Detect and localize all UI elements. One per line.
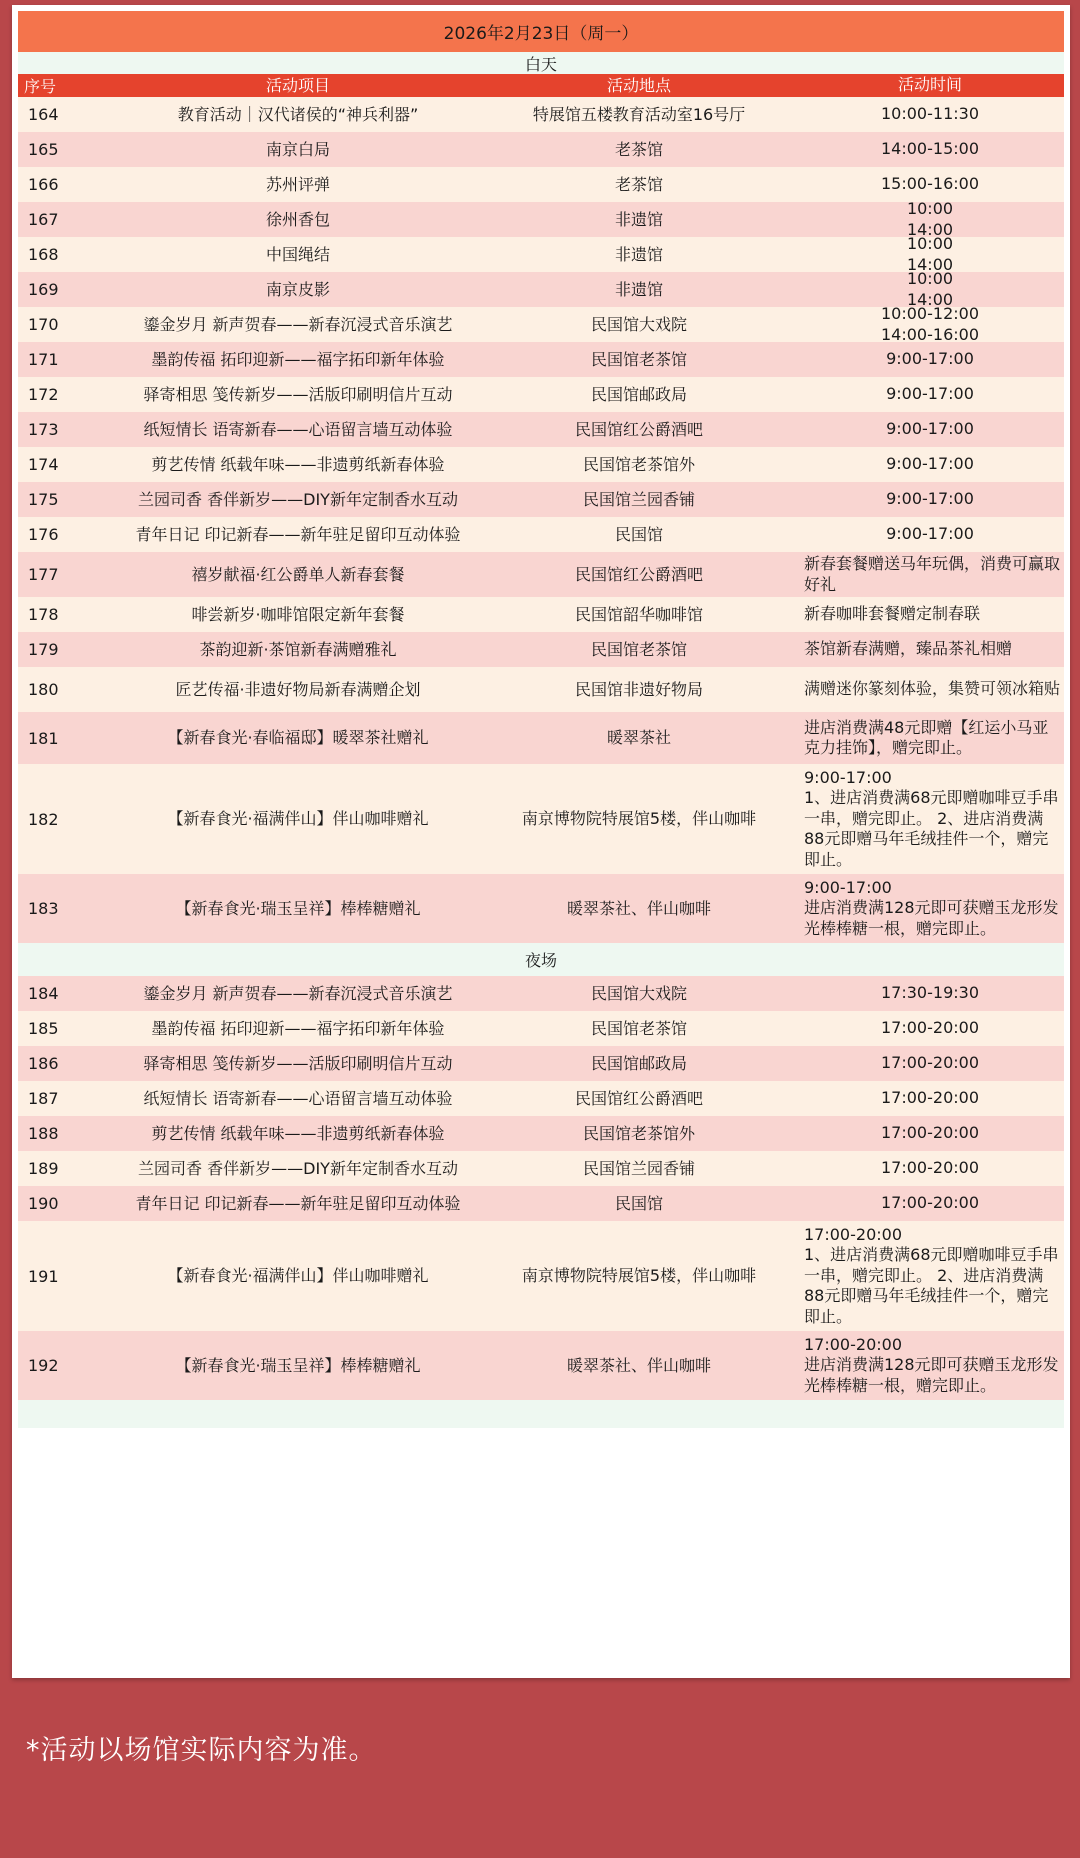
row-activity: 纸短情长 语寄新春——心语留言墙互动体验 [143,419,453,439]
row-number: 184 [28,984,59,1003]
row-number: 177 [28,565,59,584]
row-activity: 禧岁献福·红公爵单人新春套餐 [191,564,405,584]
row-location: 暖翠茶社 [606,728,671,747]
row-time: 17:00-20:00 [881,1018,979,1038]
row-time: 9:00-17:00 [886,454,974,474]
row-activity: 【新春食光·福满伴山】伴山咖啡赠礼 [167,1266,429,1285]
row-number: 166 [28,175,59,194]
row-activity: 南京白局 [265,139,330,159]
table-row [18,517,1064,552]
row-time: 17:00-20:00 [881,1193,979,1213]
row-number: 182 [28,809,59,829]
row-time: 9:00-17:00 1、进店消费满68元即赠咖啡豆手串一串，赠完即止。 2、进店消费满88元即赠马年毛绒挂件一个，赠完即止。 [804,767,1059,869]
row-activity: 【新春食光·瑞玉呈祥】棒棒糖赠礼 [175,1355,421,1375]
row-location: 暖翠茶社、伴山咖啡 [566,1355,711,1375]
row-location: 民国馆邮政局 [590,384,687,404]
row-location: 民国馆红公爵酒吧 [574,419,703,439]
table-row [18,342,1064,377]
row-location: 民国馆大戏院 [590,983,687,1003]
header-number: 序号 [24,77,57,96]
table-row [18,97,1064,132]
row-activity: 徐州香包 [265,209,330,229]
row-time: 17:00-20:00 进店消费满128元即可获赠玉龙形发光棒棒糖一根，赠完即止。 [804,1334,1059,1395]
row-activity: 茶韵迎新·茶馆新春满赠雅礼 [199,639,397,659]
row-number: 168 [28,245,59,264]
row-location: 民国馆非遗好物局 [574,679,703,699]
table-row [18,269,1064,309]
table-row [18,976,1064,1011]
table-row [18,1081,1064,1116]
row-number: 170 [28,315,59,334]
table-row [18,1186,1064,1221]
row-time: 14:00-15:00 [881,139,979,159]
row-time: 17:00-20:00 [881,1088,979,1108]
row-time: 新春套餐赠送马年玩偶，消费可赢取好礼 [804,554,1061,594]
row-time: 10:00 14:00 [906,199,954,239]
row-number: 192 [28,1356,59,1375]
row-number: 178 [28,605,59,624]
row-activity: 南京皮影 [265,279,330,299]
row-time: 10:00-12:00 14:00-16:00 [881,304,979,344]
row-activity: 墨韵传福 拓印迎新——福字拓印新年体验 [151,1018,445,1038]
schedule-card [12,5,1070,1678]
row-time: 10:00 14:00 [906,269,954,309]
row-location: 老茶馆 [614,139,663,159]
row-location: 民国馆邮政局 [590,1053,687,1073]
row-activity: 【新春食光·春临福邸】暖翠茶社赠礼 [167,728,429,747]
row-activity: 教育活动｜汉代诸侯的“神兵利器” [177,104,419,124]
row-number: 189 [28,1159,59,1178]
table-row [18,597,1064,632]
row-time: 9:00-17:00 [886,384,974,404]
row-time: 17:30-19:30 [881,983,979,1003]
table-row [18,1221,1064,1331]
row-location: 南京博物院特展馆5楼，伴山咖啡 [521,809,757,828]
row-number: 174 [28,455,59,474]
row-location: 民国馆 [614,524,663,544]
table-row [18,552,1064,597]
row-location: 特展馆五楼教育活动室16号厅 [532,104,746,124]
row-number: 179 [28,640,59,659]
table-row [18,1331,1064,1400]
table-row [18,482,1064,517]
row-number: 169 [28,280,59,299]
table-row [18,632,1064,667]
row-location: 民国馆老茶馆 [590,349,687,369]
disclaimer-note: *活动以场馆实际内容为准。 [26,1735,377,1766]
table-row [18,132,1064,167]
row-activity: 中国绳结 [265,244,330,264]
row-activity: 驿寄相思 笺传新岁——活版印刷明信片互动 [143,1053,453,1073]
row-activity: 剪艺传情 纸载年味——非遗剪纸新春体验 [151,454,445,474]
row-number: 165 [28,140,59,159]
row-time: 15:00-16:00 [881,174,979,194]
row-activity: 兰园司香 香伴新岁——DIY新年定制香水互动 [138,1158,458,1178]
row-location: 民国馆老茶馆 [590,639,687,659]
row-time: 17:00-20:00 [881,1053,979,1073]
row-location: 南京博物院特展馆5楼，伴山咖啡 [521,1266,757,1285]
row-time: 茶馆新春满赠，臻品茶礼相赠 [804,639,1013,659]
row-number: 183 [28,899,59,918]
row-number: 172 [28,385,59,404]
row-time: 9:00-17:00 [886,349,974,369]
table-row [18,304,1064,344]
row-location: 老茶馆 [614,174,663,194]
row-location: 民国馆红公爵酒吧 [574,564,703,584]
row-number: 188 [28,1124,59,1143]
row-activity: 苏州评弹 [265,174,330,194]
row-location: 民国馆红公爵酒吧 [574,1088,703,1108]
header-activity: 活动项目 [265,75,330,95]
row-location: 民国馆老茶馆外 [582,454,695,474]
table-row [18,447,1064,482]
row-activity: 鎏金岁月 新声贺春——新春沉浸式音乐演艺 [143,983,453,1003]
row-location: 民国馆老茶馆 [590,1018,687,1038]
table-row [18,199,1064,239]
table-row [18,874,1064,943]
table-header [18,74,1064,97]
row-activity: 剪艺传情 纸载年味——非遗剪纸新春体验 [151,1123,445,1143]
date-title: 2026年2月23日（周一） [18,11,1064,52]
row-time: 10:00-11:30 [881,104,979,124]
table-row [18,764,1064,874]
row-activity: 青年日记 印记新春——新年驻足留印互动体验 [135,1193,461,1213]
table-row [18,167,1064,202]
table-row [18,712,1064,764]
night-section-label: 夜场 [18,943,1064,976]
night-rows [18,976,1064,1400]
row-number: 190 [28,1194,59,1213]
day-rows [18,97,1064,943]
schedule-table [18,52,1064,1428]
row-time: 9:00-17:00 进店消费满128元即可获赠玉龙形发光棒棒糖一根，赠完即止。 [804,877,1059,938]
row-time: 9:00-17:00 [886,419,974,439]
row-activity: 【新春食光·瑞玉呈祥】棒棒糖赠礼 [175,898,421,918]
row-time: 17:00-20:00 1、进店消费满68元即赠咖啡豆手串一串，赠完即止。 2、进店消费满88元即赠马年毛绒挂件一个，赠完即止。 [804,1224,1059,1326]
row-number: 173 [28,420,59,439]
row-number: 191 [28,1266,59,1286]
table-row [18,1151,1064,1186]
row-time: 17:00-20:00 [881,1158,979,1178]
row-number: 171 [28,350,59,369]
row-time: 10:00 14:00 [906,234,954,274]
row-location: 民国馆老茶馆外 [582,1123,695,1143]
row-location: 民国馆大戏院 [590,314,687,334]
table-row [18,1116,1064,1151]
row-number: 176 [28,525,59,544]
row-activity: 青年日记 印记新春——新年驻足留印互动体验 [135,524,461,544]
row-activity: 啡尝新岁·咖啡馆限定新年套餐 [191,604,405,624]
row-location: 暖翠茶社、伴山咖啡 [566,898,711,918]
row-time: 满赠迷你篆刻体验，集赞可领冰箱贴 [804,679,1061,699]
row-time: 进店消费满48元即赠【红运小马亚克力挂饰】，赠完即止。 [804,717,1049,757]
row-activity: 兰园司香 香伴新岁——DIY新年定制香水互动 [138,489,458,509]
row-number: 175 [28,490,59,509]
row-activity: 鎏金岁月 新声贺春——新春沉浸式音乐演艺 [143,314,453,334]
row-location: 非遗馆 [614,279,663,299]
table-row [18,234,1064,274]
row-time: 9:00-17:00 [886,489,974,509]
row-number: 181 [28,728,59,748]
table-row [18,1011,1064,1046]
row-number: 167 [28,210,59,229]
row-location: 民国馆 [614,1193,663,1213]
table-row [18,412,1064,447]
row-number: 187 [28,1089,59,1108]
table-row [18,1046,1064,1081]
row-number: 164 [28,105,59,124]
row-location: 民国馆兰园香铺 [582,1158,695,1178]
table-row [18,667,1064,712]
day-section-label: 白天 [18,52,1064,74]
row-activity: 驿寄相思 笺传新岁——活版印刷明信片互动 [143,384,453,404]
row-activity: 【新春食光·福满伴山】伴山咖啡赠礼 [167,809,429,828]
row-number: 186 [28,1054,59,1073]
row-number: 180 [28,680,59,699]
row-activity: 匠艺传福·非遗好物局新春满赠企划 [175,679,421,699]
row-time: 17:00-20:00 [881,1123,979,1143]
row-activity: 墨韵传福 拓印迎新——福字拓印新年体验 [151,349,445,369]
header-location: 活动地点 [606,75,671,95]
table-footer-spacer [18,1400,1064,1428]
row-location: 民国馆兰园香铺 [582,489,695,509]
row-activity: 纸短情长 语寄新春——心语留言墙互动体验 [143,1088,453,1108]
row-location: 民国馆韶华咖啡馆 [574,604,703,624]
header-time: 活动时间 [897,75,962,95]
row-number: 185 [28,1019,59,1038]
row-time: 9:00-17:00 [886,524,974,544]
row-location: 非遗馆 [614,209,663,229]
row-location: 非遗馆 [614,244,663,264]
row-time: 新春咖啡套餐赠定制春联 [804,604,981,624]
table-row [18,377,1064,412]
